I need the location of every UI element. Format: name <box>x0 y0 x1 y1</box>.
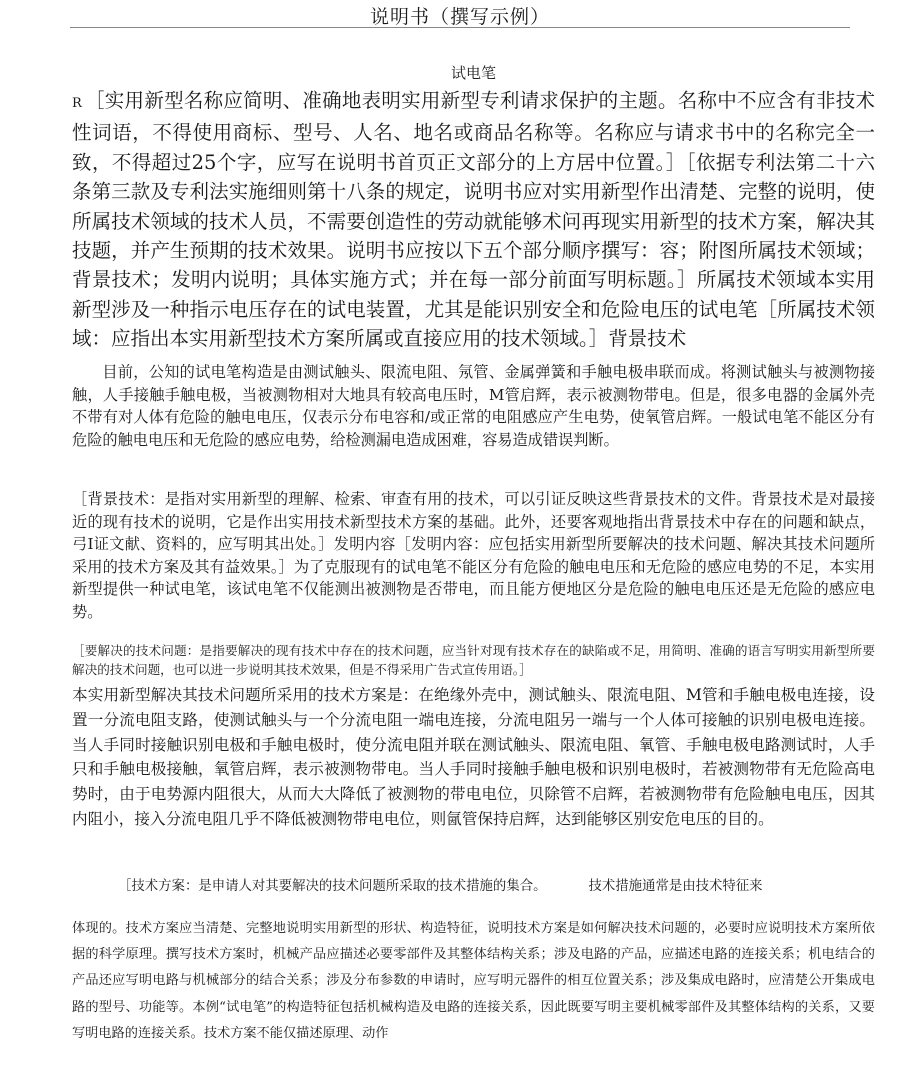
header-divider <box>70 27 850 28</box>
paragraph-technical-scheme-intro <box>118 877 878 897</box>
tech-intro-part-a: ［技术方案：是申请人对其要解决的技术问题所采取的技术措施的集合。 <box>118 879 547 894</box>
paragraph-background: 目前，公知的试电笔构造是由测试触头、限流电阻、氖管、金属弹簧和手触电极串联而成。将测试触头与被测物接触，人手接触手触电极，当被测物相对大地具有较高电压时，M管启辉，表示被测物带电。但是，很多电器的金属外壳不带有对人体有危险的触电电压，仅表示分布电容和/或正常的电阻感应产生电势，使氧管启辉。一般试电笔不能区分有危险的触电电压和无危险的感应电势，给检测漏电造成困难，容易造成错误判断。 <box>72 363 875 449</box>
paragraph-name-note-text: ［实用新型名称应简明、准确地表明实用新型专利请求保护的主题。名称中不应含有非技术性词语，不得使用商标、型号、人名、地名或商品名称等。名称应与请求书中的名称完全一致，不得超过25个字，应写在说明书首页正文部分的上方居中位置。］［依据专利法第二十六条第三款及专利法实施细则第十八条的规定，说明书应对实用新型作出清楚、完整的说明，使所属技术领域的技术人员，不需要创造性的劳动就能够术问再现实用新型的技术方案，解决其技题，并产生预期的技术效果。说明书应按以下五个部分顺序撰写：容；附图所属技术领域；背景技术；发明内说明；具体实施方式；并在每一部分前面写明标题。］所属技术领域本实用新型涉及一种指示电压存在的试电装置，尤其是能识别安全和危险电压的试电笔［所属技术领域：应指出本实用新型技术方案所属或直接应用的技术领域。］背景技术 <box>72 89 875 351</box>
tech-intro-part-b: 技术措施通常是由技术特征来 <box>588 879 763 894</box>
paragraph-problem-note: ［要解决的技术问题：是指要解决的现有技术中存在的技术问题，应当针对现有技术存在的缺陷或不足，用简明、准确的语言写明实用新型所要解决的技术问题，也可以进一步说明其技术效果，但是不得采用广告式宣传用语。］ <box>72 643 875 677</box>
page-header-title: 说明书（撰写示例） <box>369 6 550 28</box>
paragraph-technical-scheme: 体现的。技术方案应当清楚、完整地说明实用新型的形状、构造特征，说明技术方案是如何解决技术问题的，必要时应说明技术方案所依据的科学原理。撰写技术方案时，机械产品应描述必要零部件及其整体结构关系；涉及电路的产品，应描述电路的连接关系；机电结合的产品还应写明电路与机械部分的结合关系；涉及分布参数的申请时，应写明元器件的相互位置关系；涉及集成电路时，应清楚公开集成电路的型号、功能等。本例“试电笔”的构造特征包括机械构造及电路的连接关系，因此既要写明主要机械零部件及其整体结构的关系，又要写明电路的连接关系。技术方案不能仅描述原理、动作 <box>72 921 875 1041</box>
paragraph-technical-solution: 本实用新型解决其技术问题所采用的技术方案是：在绝缘外壳中，测试触头、限流电阻、M管和手触电极电连接，设置一分流电阻支路，使测试触头与一个分流电阻一端电连接，分流电阻另一端与一个人体可接触的识别电极电连接。当人手同时接触识别电极和手触电极时，使分流电阻并联在测试触头、限流电阻、氧管、手触电极电路测试时，人手只和手触电极接触，氧管启辉，表示被测物带电。当人手同时接触手触电极和识别电极时，若被测物带有无危险高电势时，由于电势源内阻很大，从而大大降低了被测物的带电电位，贝除管不启辉，若被测物带有危险触电电压，因其内阻小，接入分流电阻几乎不降低被测物带电电位，则氤管保持启辉，达到能够区别安危电压的目的。 <box>72 686 875 828</box>
paragraph-background-note: ［背景技术：是指对实用新型的理解、检索、审查有用的技术，可以引证反映这些背景技术的文件。背景技术是对最接近的现有技术的说明，它是作出实用技术新型技术方案的基础。此外，还要客观地指出背景技术中存在的问题和缺点，弓I证文献、资料的，应写明其出处。］发明内容［发明内容：应包括实用新型所要解决的技术问题、解决其技术问题所采用的技术方案及其有益效果。］为了克服现有的试电笔不能区分有危险的触电电压和无危险的感应电势的不足，本实用新型提供一种试电笔，该试电笔不仅能测出被测物是否带电，而且能方便地区分是危险的触电电压还是无危险的感应电势。 <box>72 490 875 621</box>
document-title: 试电笔 <box>450 64 496 82</box>
paragraph-name-note <box>72 86 875 354</box>
paragraph-marker: R <box>72 96 82 111</box>
